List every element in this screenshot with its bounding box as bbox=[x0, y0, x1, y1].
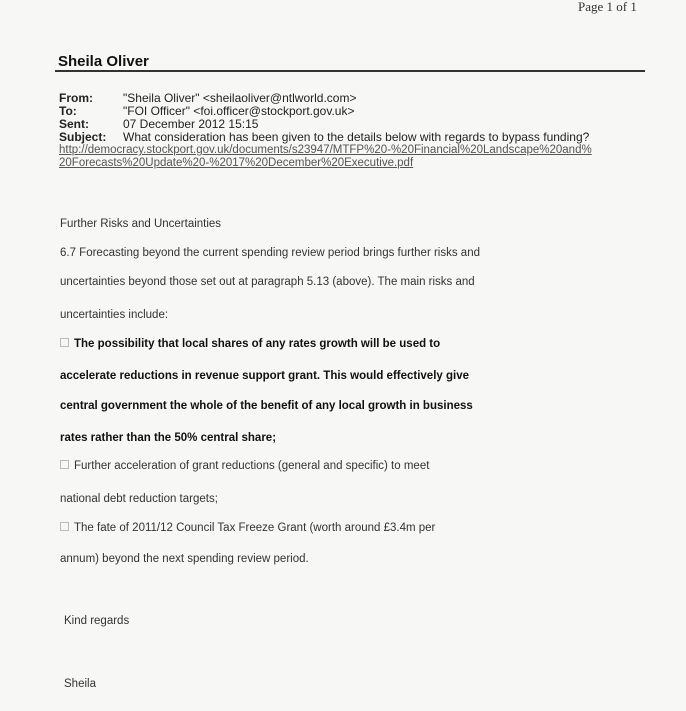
bullet-3-text: The fate of 2011/12 Council Tax Freeze Grant (worth around £3.4m per bbox=[74, 522, 436, 534]
to-label: To: bbox=[59, 104, 77, 118]
section-heading: Further Risks and Uncertainties bbox=[60, 218, 222, 230]
header-divider bbox=[55, 70, 645, 72]
sent-value: 07 December 2012 15:15 bbox=[123, 117, 259, 131]
closing: Kind regards bbox=[64, 615, 130, 627]
bullet-1-text: The possibility that local shares of any rates growth will be used to bbox=[74, 338, 441, 350]
bullet-box-icon bbox=[60, 338, 69, 347]
bullet-3-line bbox=[60, 522, 435, 534]
bullet-3-line: annum) beyond the next spending review period. bbox=[60, 553, 309, 565]
from-label: From: bbox=[59, 91, 93, 105]
document-link-line1[interactable]: http://democracy.stockport.gov.uk/documents/s23947/MTFP%20-%20Financial%20Landscape%20and% bbox=[59, 144, 592, 156]
bullet-box-icon bbox=[60, 460, 69, 469]
bullet-2-text: Further acceleration of grant reductions (general and specific) to meet bbox=[74, 460, 430, 472]
paragraph-line: uncertainties beyond those set out at paragraph 5.13 (above). The main risks and bbox=[60, 276, 475, 288]
bullet-1-line: central government the whole of the benefit of any local growth in business bbox=[60, 400, 473, 412]
bullet-1-line: accelerate reductions in revenue support grant. This would effectively give bbox=[60, 370, 470, 382]
bullet-2-line: national debt reduction targets; bbox=[60, 493, 218, 505]
sent-label: Sent: bbox=[59, 117, 89, 131]
from-value: "Sheila Oliver" <sheilaoliver@ntlworld.com> bbox=[123, 91, 357, 105]
signature: Sheila bbox=[64, 678, 96, 690]
page-indicator: Page 1 of 1 bbox=[578, 0, 637, 14]
bullet-2-line bbox=[60, 460, 429, 472]
subject-value: What consideration has been given to the details below with regards to bypass funding? bbox=[123, 130, 590, 144]
sender-name: Sheila Oliver bbox=[58, 53, 149, 70]
paragraph-line: 6.7 Forecasting beyond the current spending review period brings further risks and bbox=[60, 247, 480, 259]
bullet-1-line bbox=[60, 338, 440, 350]
paragraph-line: uncertainties include: bbox=[60, 309, 169, 321]
subject-label: Subject: bbox=[59, 130, 107, 144]
to-value: "FOI Officer" <foi.officer@stockport.gov.uk> bbox=[123, 104, 355, 118]
bullet-1-line: rates rather than the 50% central share; bbox=[60, 432, 277, 444]
subject-row bbox=[59, 131, 589, 144]
bullet-box-icon bbox=[60, 522, 69, 531]
document-link-line2[interactable]: 20Forecasts%20Update%20-%2017%20December%20Executive.pdf bbox=[59, 157, 414, 169]
